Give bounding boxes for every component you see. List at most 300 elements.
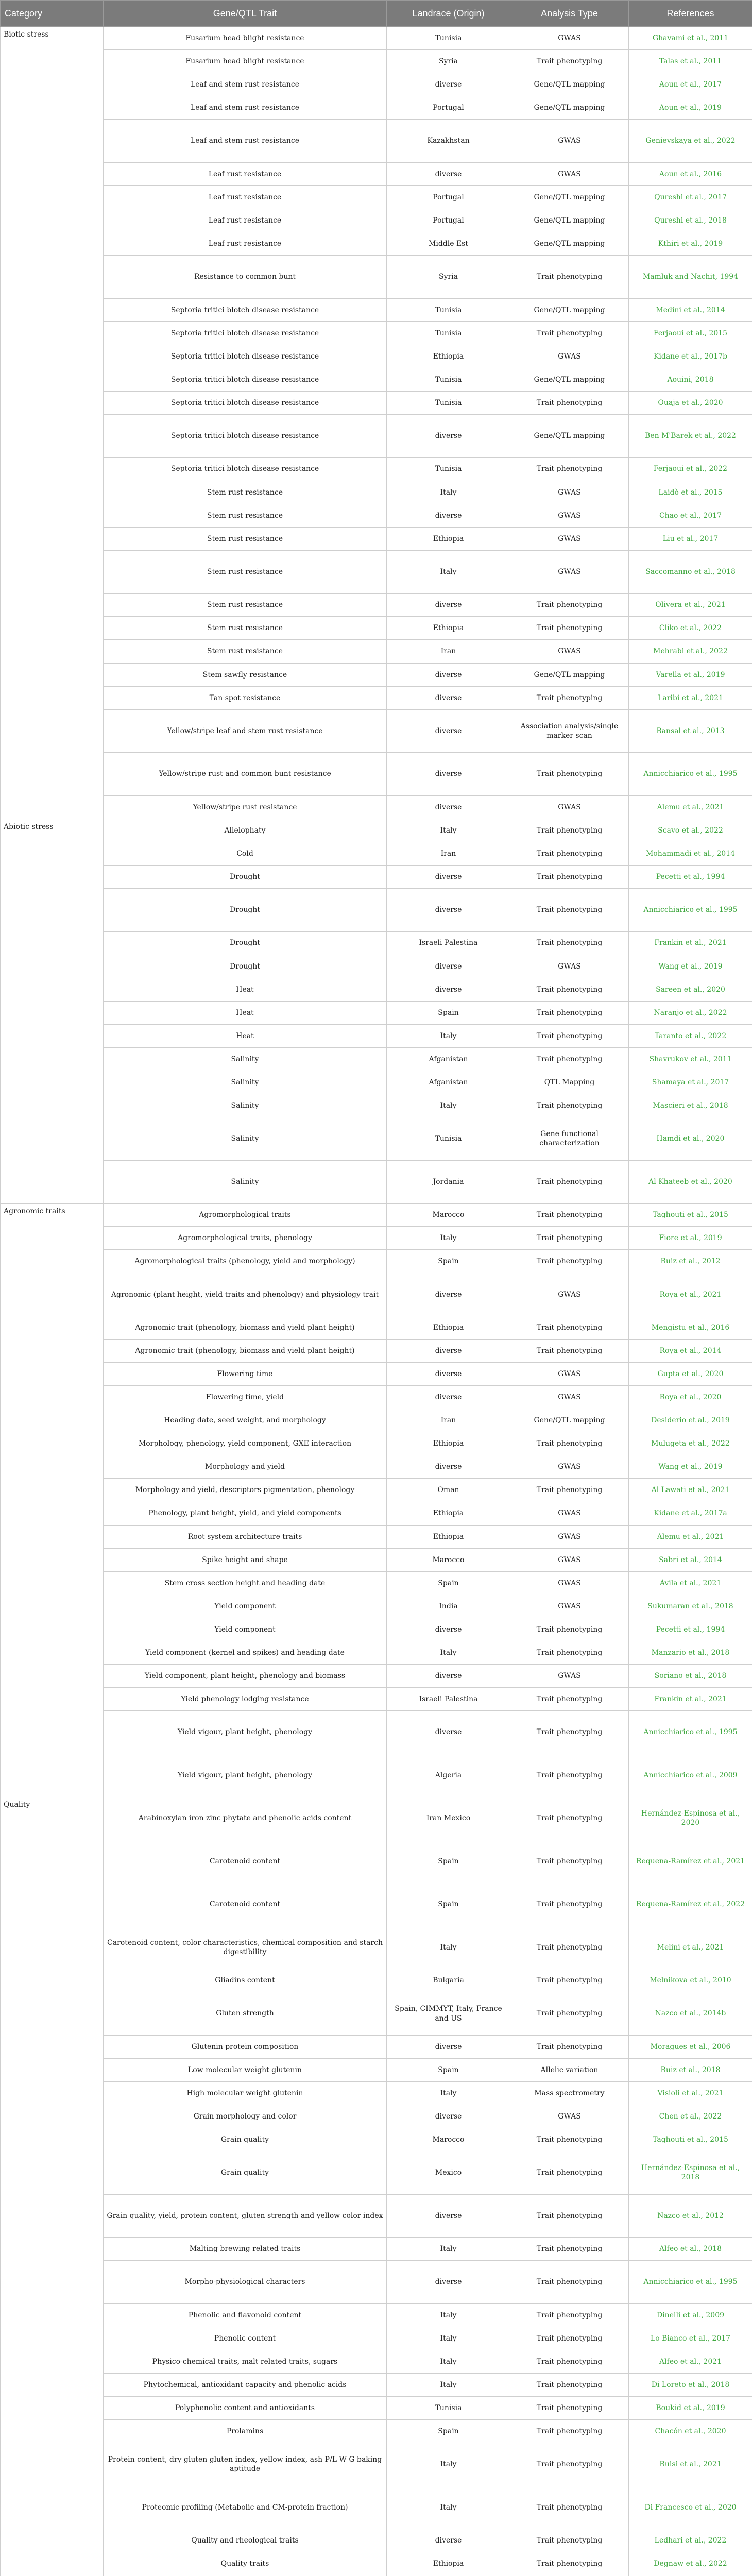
category-cell xyxy=(1,753,104,796)
table-row xyxy=(1,1571,752,1595)
analysis-cell: GWAS xyxy=(510,527,629,550)
trait-cell: Heat xyxy=(104,1024,387,1047)
trait-cell: Flowering time, yield xyxy=(104,1386,387,1409)
category-cell xyxy=(1,2081,104,2105)
analysis-cell: Trait phenotyping xyxy=(510,457,629,481)
header-trait: Gene/QTL Trait xyxy=(104,1,387,27)
analysis-cell: Trait phenotyping xyxy=(510,753,629,796)
reference-link[interactable]: Nazco et al., 2014b xyxy=(629,1992,752,2036)
analysis-cell: Trait phenotyping xyxy=(510,256,629,299)
category-cell xyxy=(1,2238,104,2261)
landrace-cell: diverse xyxy=(387,504,510,527)
reference-link[interactable]: Desiderio et al., 2019 xyxy=(629,1409,752,1432)
table-row xyxy=(1,2058,752,2081)
reference-link[interactable]: Pecetti et al., 1994 xyxy=(629,1618,752,1641)
table-row xyxy=(1,1926,752,1969)
table-row xyxy=(1,1273,752,1316)
trait-cell: Septoria tritici blotch disease resistance xyxy=(104,457,387,481)
reference-link[interactable]: Al Lawati et al., 2021 xyxy=(629,1479,752,1502)
table-row xyxy=(1,256,752,299)
category-cell xyxy=(1,640,104,663)
trait-cell: Leaf and stem rust resistance xyxy=(104,96,387,120)
landrace-cell: Syria xyxy=(387,50,510,73)
table-row xyxy=(1,842,752,865)
landrace-cell: Iran Mexico xyxy=(387,1797,510,1840)
reference-link[interactable]: Ruiz et al., 2012 xyxy=(629,1250,752,1273)
category-cell xyxy=(1,1001,104,1024)
reference-link[interactable]: Visioli et al., 2021 xyxy=(629,2081,752,2105)
table-row xyxy=(1,2238,752,2261)
reference-link[interactable]: Ghavami et al., 2011 xyxy=(629,27,752,50)
table-row xyxy=(1,1754,752,1797)
reference-link[interactable]: Di Loreto et al., 2018 xyxy=(629,2374,752,2397)
reference-link[interactable]: Sukumaran et al., 2018 xyxy=(629,1595,752,1618)
trait-cell: Carotenoid content xyxy=(104,1883,387,1926)
category-cell xyxy=(1,594,104,617)
trait-cell: Root system architecture traits xyxy=(104,1525,387,1548)
trait-cell: High molecular weight glutenin xyxy=(104,2081,387,2105)
reference-link[interactable]: Aoun et al., 2016 xyxy=(629,162,752,185)
trait-cell: Quality and rheological traits xyxy=(104,2529,387,2552)
category-cell xyxy=(1,2443,104,2486)
category-cell xyxy=(1,2397,104,2420)
landrace-cell: Tunisia xyxy=(387,368,510,391)
analysis-cell: Trait phenotyping xyxy=(510,594,629,617)
reference-link[interactable]: Melnikova et al., 2010 xyxy=(629,1969,752,1992)
reference-link[interactable]: Hernández-Espinosa et al., 2018 xyxy=(629,2151,752,2195)
reference-link[interactable]: Annicchiarico et al., 1995 xyxy=(629,2261,752,2304)
reference-link[interactable]: Degnaw et al., 2022 xyxy=(629,2552,752,2575)
trait-cell: Yellow/stripe rust and common bunt resistance xyxy=(104,753,387,796)
trait-cell: Carotenoid content, color characteristics, chemical composition and starch digestibility xyxy=(104,1926,387,1969)
reference-link[interactable]: Laidò et al., 2015 xyxy=(629,481,752,504)
trait-cell: Yield vigour, plant height, phenology xyxy=(104,1711,387,1754)
category-cell xyxy=(1,2529,104,2552)
analysis-cell: GWAS xyxy=(510,162,629,185)
table-row xyxy=(1,1969,752,1992)
trait-cell: Agromorphological traits, phenology xyxy=(104,1227,387,1250)
reference-link[interactable]: Naranjo et al., 2022 xyxy=(629,1001,752,1024)
reference-link[interactable]: Lo Bianco et al., 2017 xyxy=(629,2327,752,2350)
table-row xyxy=(1,1024,752,1047)
analysis-cell: Trait phenotyping xyxy=(510,1227,629,1250)
analysis-cell: Trait phenotyping xyxy=(510,1840,629,1883)
analysis-cell: GWAS xyxy=(510,1502,629,1525)
analysis-cell: Trait phenotyping xyxy=(510,1001,629,1024)
landrace-cell: Iran xyxy=(387,640,510,663)
landrace-cell: Marocco xyxy=(387,2128,510,2151)
trait-cell: Septoria tritici blotch disease resistance xyxy=(104,368,387,391)
reference-link[interactable]: Chao et al., 2017 xyxy=(629,504,752,527)
table-row xyxy=(1,978,752,1001)
landrace-cell: diverse xyxy=(387,753,510,796)
category-cell xyxy=(1,889,104,932)
trait-cell: Drought xyxy=(104,889,387,932)
analysis-cell: Trait phenotyping xyxy=(510,842,629,865)
reference-link[interactable]: Ferjaoui et al., 2015 xyxy=(629,321,752,345)
header-landrace: Landrace (Origin) xyxy=(387,1,510,27)
category-cell xyxy=(1,1688,104,1711)
landrace-cell: diverse xyxy=(387,1618,510,1641)
reference-link[interactable]: Wang et al., 2019 xyxy=(629,955,752,978)
analysis-cell: GWAS xyxy=(510,481,629,504)
category-cell xyxy=(1,2128,104,2151)
category-cell: Abiotic stress xyxy=(1,819,104,842)
trait-cell: Heat xyxy=(104,978,387,1001)
category-cell xyxy=(1,686,104,709)
category-cell xyxy=(1,617,104,640)
reference-link[interactable]: Roya et al., 2020 xyxy=(629,1386,752,1409)
table-row xyxy=(1,1479,752,1502)
category-cell xyxy=(1,2486,104,2529)
reference-link[interactable]: Fiore et al., 2019 xyxy=(629,1227,752,1250)
reference-link[interactable]: Chen et al., 2022 xyxy=(629,2105,752,2128)
analysis-cell: Gene/QTL mapping xyxy=(510,368,629,391)
reference-link[interactable]: Annicchiarico et al., 1995 xyxy=(629,889,752,932)
reference-link[interactable]: Aouini, 2018 xyxy=(629,368,752,391)
analysis-cell: Trait phenotyping xyxy=(510,391,629,414)
analysis-cell: Trait phenotyping xyxy=(510,686,629,709)
analysis-cell: Trait phenotyping xyxy=(510,2303,629,2327)
category-cell xyxy=(1,2420,104,2443)
reference-link[interactable]: Kthiri et al., 2019 xyxy=(629,232,752,256)
reference-link[interactable]: Mehrabi et al., 2022 xyxy=(629,640,752,663)
landrace-cell: Syria xyxy=(387,256,510,299)
reference-link[interactable]: Medini et al., 2014 xyxy=(629,298,752,321)
trait-cell: Yellow/stripe rust resistance xyxy=(104,795,387,819)
category-cell xyxy=(1,1071,104,1094)
analysis-cell: Trait phenotyping xyxy=(510,2397,629,2420)
landrace-cell: Afganistan xyxy=(387,1071,510,1094)
reference-link[interactable]: Ávila et al., 2021 xyxy=(629,1571,752,1595)
reference-link[interactable]: Requena-Ramírez et al., 2021 xyxy=(629,1840,752,1883)
analysis-cell: GWAS xyxy=(510,345,629,368)
category-cell xyxy=(1,709,104,753)
category-cell xyxy=(1,1754,104,1797)
category-cell xyxy=(1,1432,104,1455)
table-row xyxy=(1,889,752,932)
reference-link[interactable]: Hamdi et al., 2020 xyxy=(629,1117,752,1161)
analysis-cell: Trait phenotyping xyxy=(510,2529,629,2552)
category-cell xyxy=(1,415,104,458)
analysis-cell: GWAS xyxy=(510,1363,629,1386)
landrace-cell: diverse xyxy=(387,686,510,709)
landrace-cell: Italy xyxy=(387,819,510,842)
reference-link[interactable]: Melini et al., 2021 xyxy=(629,1926,752,1969)
reference-link[interactable]: Sareen et al., 2020 xyxy=(629,978,752,1001)
trait-cell: Gluten strength xyxy=(104,1992,387,2036)
table-row xyxy=(1,1688,752,1711)
category-cell xyxy=(1,1618,104,1641)
table-row xyxy=(1,686,752,709)
reference-link[interactable]: Ruisi et al., 2021 xyxy=(629,2443,752,2486)
reference-link[interactable]: Mulugeta et al., 2022 xyxy=(629,1432,752,1455)
landrace-cell: Italy xyxy=(387,550,510,594)
landrace-cell: Tunisia xyxy=(387,27,510,50)
analysis-cell: Trait phenotyping xyxy=(510,2035,629,2058)
trait-cell: Heat xyxy=(104,1001,387,1024)
landrace-cell: Italy xyxy=(387,2486,510,2529)
reference-link[interactable]: Dinelli et al., 2009 xyxy=(629,2303,752,2327)
table-row xyxy=(1,1618,752,1641)
reference-link[interactable]: Ruiz et al., 2018 xyxy=(629,2058,752,2081)
table-row xyxy=(1,2105,752,2128)
reference-link[interactable]: Nazco et al., 2012 xyxy=(629,2194,752,2238)
trait-cell: Morphology and yield xyxy=(104,1455,387,1479)
header-category: Category xyxy=(1,1,104,27)
reference-link[interactable]: Kidane et al., 2017a xyxy=(629,1502,752,1525)
reference-link[interactable]: Varella et al., 2019 xyxy=(629,663,752,686)
category-cell xyxy=(1,1024,104,1047)
reference-link[interactable]: Annicchiarico et al., 1995 xyxy=(629,1711,752,1754)
landrace-cell: diverse xyxy=(387,2035,510,2058)
reference-link[interactable]: Qureshi et al., 2017 xyxy=(629,185,752,209)
analysis-cell: Trait phenotyping xyxy=(510,2238,629,2261)
reference-link[interactable]: Bansal et al., 2013 xyxy=(629,709,752,753)
landrace-cell: Italy xyxy=(387,1094,510,1117)
analysis-cell: Trait phenotyping xyxy=(510,2128,629,2151)
analysis-cell: Trait phenotyping xyxy=(510,1204,629,1227)
trait-cell: Physico-chemical traits, malt related traits, sugars xyxy=(104,2350,387,2373)
reference-link[interactable]: Talas et al., 2011 xyxy=(629,50,752,73)
landrace-cell: Italy xyxy=(387,2374,510,2397)
table-row xyxy=(1,2261,752,2304)
reference-link[interactable]: Annicchiarico et al., 2009 xyxy=(629,1754,752,1797)
category-cell: Biotic stress xyxy=(1,27,104,50)
analysis-cell: Trait phenotyping xyxy=(510,50,629,73)
reference-link[interactable]: Al Khateeb et al., 2020 xyxy=(629,1160,752,1204)
landrace-cell: Spain xyxy=(387,1001,510,1024)
analysis-cell: GWAS xyxy=(510,1548,629,1571)
trait-cell: Yield component (kernel and spikes) and heading date xyxy=(104,1641,387,1664)
trait-cell: Salinity xyxy=(104,1094,387,1117)
reference-link[interactable]: Genievskaya et al., 2022 xyxy=(629,120,752,163)
category-cell xyxy=(1,1455,104,1479)
reference-link[interactable]: Mengistu et al., 2016 xyxy=(629,1316,752,1339)
trait-cell: Stem rust resistance xyxy=(104,594,387,617)
landrace-cell: Italy xyxy=(387,1024,510,1047)
category-cell xyxy=(1,842,104,865)
analysis-cell: Gene functional characterization xyxy=(510,1117,629,1161)
trait-cell: Carotenoid content xyxy=(104,1840,387,1883)
table-row xyxy=(1,1316,752,1339)
analysis-cell: GWAS xyxy=(510,1386,629,1409)
category-cell xyxy=(1,1363,104,1386)
reference-link[interactable]: Manzario et al., 2018 xyxy=(629,1641,752,1664)
reference-link[interactable]: Di Francesco et al., 2020 xyxy=(629,2486,752,2529)
table-row xyxy=(1,2486,752,2529)
table-row xyxy=(1,1525,752,1548)
landrace-cell: Spain xyxy=(387,1840,510,1883)
reference-link[interactable]: Liu et al., 2017 xyxy=(629,527,752,550)
reference-link[interactable]: Pecetti et al., 1994 xyxy=(629,865,752,888)
trait-cell: Arabinoxylan iron zinc phytate and phenolic acids content xyxy=(104,1797,387,1840)
table-row xyxy=(1,709,752,753)
analysis-cell: Trait phenotyping xyxy=(510,1094,629,1117)
reference-link[interactable]: Alfeo et al., 2018 xyxy=(629,2238,752,2261)
trait-cell: Stem rust resistance xyxy=(104,617,387,640)
reference-link[interactable]: Ferjaoui et al., 2022 xyxy=(629,457,752,481)
trait-cell: Phenology, plant height, yield, and yield components xyxy=(104,1502,387,1525)
reference-link[interactable]: Ledhari et al., 2022 xyxy=(629,2529,752,2552)
trait-cell: Quality traits xyxy=(104,2552,387,2575)
reference-link[interactable]: Mamluk and Nachit, 1994 xyxy=(629,256,752,299)
reference-link[interactable]: Mohammadi et al., 2014 xyxy=(629,842,752,865)
landrace-cell: diverse xyxy=(387,709,510,753)
reference-link[interactable]: Laribi et al., 2021 xyxy=(629,686,752,709)
landrace-cell: Ethiopia xyxy=(387,617,510,640)
table-row xyxy=(1,931,752,955)
reference-link[interactable]: Aoun et al., 2017 xyxy=(629,73,752,96)
category-cell xyxy=(1,1339,104,1362)
analysis-cell: GWAS xyxy=(510,955,629,978)
reference-link[interactable]: Taranto et al., 2022 xyxy=(629,1024,752,1047)
landrace-cell: Spain xyxy=(387,1571,510,1595)
reference-link[interactable]: Annicchiarico et al., 1995 xyxy=(629,753,752,796)
reference-link[interactable]: Alemu et al., 2021 xyxy=(629,1525,752,1548)
reference-link[interactable]: Roya et al., 2021 xyxy=(629,1273,752,1316)
reference-link[interactable]: Sabri et al., 2014 xyxy=(629,1548,752,1571)
landrace-cell: Portugal xyxy=(387,185,510,209)
reference-link[interactable]: Shavrukov et al., 2011 xyxy=(629,1047,752,1071)
analysis-cell: Gene/QTL mapping xyxy=(510,185,629,209)
analysis-cell: GWAS xyxy=(510,550,629,594)
analysis-cell: GWAS xyxy=(510,640,629,663)
reference-link[interactable]: Chacón et al., 2020 xyxy=(629,2420,752,2443)
reference-link[interactable]: Taghouti et al., 2015 xyxy=(629,1204,752,1227)
reference-link[interactable]: Alemu et al., 2021 xyxy=(629,795,752,819)
table-row xyxy=(1,640,752,663)
table-row xyxy=(1,2035,752,2058)
table-row xyxy=(1,504,752,527)
reference-link[interactable]: Shamaya et al., 2017 xyxy=(629,1071,752,1094)
table-row xyxy=(1,2128,752,2151)
reference-link[interactable]: Roya et al., 2014 xyxy=(629,1339,752,1362)
landrace-cell: Italy xyxy=(387,2303,510,2327)
table-row xyxy=(1,1047,752,1071)
category-cell xyxy=(1,2261,104,2304)
landrace-cell: Ethiopia xyxy=(387,1525,510,1548)
landrace-cell: Italy xyxy=(387,481,510,504)
analysis-cell: Trait phenotyping xyxy=(510,978,629,1001)
analysis-cell: Trait phenotyping xyxy=(510,1969,629,1992)
table-row xyxy=(1,819,752,842)
table-row xyxy=(1,1094,752,1117)
analysis-cell: Trait phenotyping xyxy=(510,1883,629,1926)
landrace-cell: Spain xyxy=(387,2420,510,2443)
analysis-cell: Trait phenotyping xyxy=(510,2194,629,2238)
table-row xyxy=(1,2151,752,2195)
landrace-cell: diverse xyxy=(387,1273,510,1316)
trait-cell: Grain quality xyxy=(104,2151,387,2195)
category-cell xyxy=(1,1250,104,1273)
category-cell xyxy=(1,120,104,163)
reference-link[interactable]: Soriano et al., 2018 xyxy=(629,1665,752,1688)
analysis-cell: Trait phenotyping xyxy=(510,1316,629,1339)
analysis-cell: Trait phenotyping xyxy=(510,2443,629,2486)
table-row xyxy=(1,1455,752,1479)
trait-cell: Tan spot resistance xyxy=(104,686,387,709)
reference-link[interactable]: Hernández-Espinosa et al., 2020 xyxy=(629,1797,752,1840)
table-row xyxy=(1,298,752,321)
category-cell xyxy=(1,1840,104,1883)
table-row xyxy=(1,1071,752,1094)
trait-cell: Flowering time xyxy=(104,1363,387,1386)
trait-cell: Phenolic and flavonoid content xyxy=(104,2303,387,2327)
category-cell xyxy=(1,1548,104,1571)
trait-cell: Yield vigour, plant height, phenology xyxy=(104,1754,387,1797)
landrace-cell: diverse xyxy=(387,415,510,458)
reference-link[interactable]: Boukid et al., 2019 xyxy=(629,2397,752,2420)
reference-link[interactable]: Olivera et al., 2021 xyxy=(629,594,752,617)
landrace-cell: Ethiopia xyxy=(387,527,510,550)
table-row xyxy=(1,457,752,481)
reference-link[interactable]: Kidane et al., 2017b xyxy=(629,345,752,368)
analysis-cell: Trait phenotyping xyxy=(510,321,629,345)
landrace-cell: diverse xyxy=(387,865,510,888)
trait-cell: Leaf and stem rust resistance xyxy=(104,120,387,163)
landrace-cell: Italy xyxy=(387,2327,510,2350)
trait-cell: Stem rust resistance xyxy=(104,504,387,527)
trait-cell: Spike height and shape xyxy=(104,1548,387,1571)
category-cell xyxy=(1,481,104,504)
category-cell xyxy=(1,73,104,96)
landrace-cell: Tunisia xyxy=(387,1117,510,1161)
trait-cell: Agronomic (plant height, yield traits and phenology) and physiology trait xyxy=(104,1273,387,1316)
category-cell xyxy=(1,2303,104,2327)
trait-cell: Yellow/stripe leaf and stem rust resistance xyxy=(104,709,387,753)
category-cell xyxy=(1,2035,104,2058)
table-row xyxy=(1,2303,752,2327)
landrace-cell: Jordania xyxy=(387,1160,510,1204)
trait-cell: Morphology and yield, descriptors pigmentation, phenology xyxy=(104,1479,387,1502)
reference-link[interactable]: Aoun et al., 2019 xyxy=(629,96,752,120)
reference-link[interactable]: Ouaja et al., 2020 xyxy=(629,391,752,414)
landrace-cell: Italy xyxy=(387,1641,510,1664)
analysis-cell: Trait phenotyping xyxy=(510,865,629,888)
reference-link[interactable]: Scavo et al., 2022 xyxy=(629,819,752,842)
reference-link[interactable]: Alfeo et al., 2021 xyxy=(629,2350,752,2373)
analysis-cell: Gene/QTL mapping xyxy=(510,96,629,120)
reference-link[interactable]: Gupta et al., 2020 xyxy=(629,1363,752,1386)
table-row xyxy=(1,1711,752,1754)
reference-link[interactable]: Wang et al., 2019 xyxy=(629,1455,752,1479)
reference-link[interactable]: Qureshi et al., 2018 xyxy=(629,209,752,232)
reference-link[interactable]: Ben M'Barek et al., 2022 xyxy=(629,415,752,458)
reference-link[interactable]: Requena-Ramírez et al., 2022 xyxy=(629,1883,752,1926)
analysis-cell: GWAS xyxy=(510,27,629,50)
reference-link[interactable]: Saccomanno et al., 2018 xyxy=(629,550,752,594)
category-cell xyxy=(1,1273,104,1316)
table-row xyxy=(1,1665,752,1688)
reference-link[interactable]: Frankin et al., 2021 xyxy=(629,931,752,955)
category-cell xyxy=(1,931,104,955)
category-cell xyxy=(1,321,104,345)
analysis-cell: Trait phenotyping xyxy=(510,2374,629,2397)
trait-cell: Septoria tritici blotch disease resistance xyxy=(104,321,387,345)
landrace-cell: diverse xyxy=(387,1455,510,1479)
reference-link[interactable]: Moragues et al., 2006 xyxy=(629,2035,752,2058)
trait-cell: Stem rust resistance xyxy=(104,550,387,594)
landrace-cell: diverse xyxy=(387,162,510,185)
reference-link[interactable]: Mascieri et al., 2018 xyxy=(629,1094,752,1117)
trait-cell: Fusarium head blight resistance xyxy=(104,50,387,73)
reference-link[interactable]: Taghouti et al., 2015 xyxy=(629,2128,752,2151)
reference-link[interactable]: Frankin et al., 2021 xyxy=(629,1688,752,1711)
analysis-cell: GWAS xyxy=(510,120,629,163)
analysis-cell: Gene/QTL mapping xyxy=(510,73,629,96)
reference-link[interactable]: Cliko et al., 2022 xyxy=(629,617,752,640)
